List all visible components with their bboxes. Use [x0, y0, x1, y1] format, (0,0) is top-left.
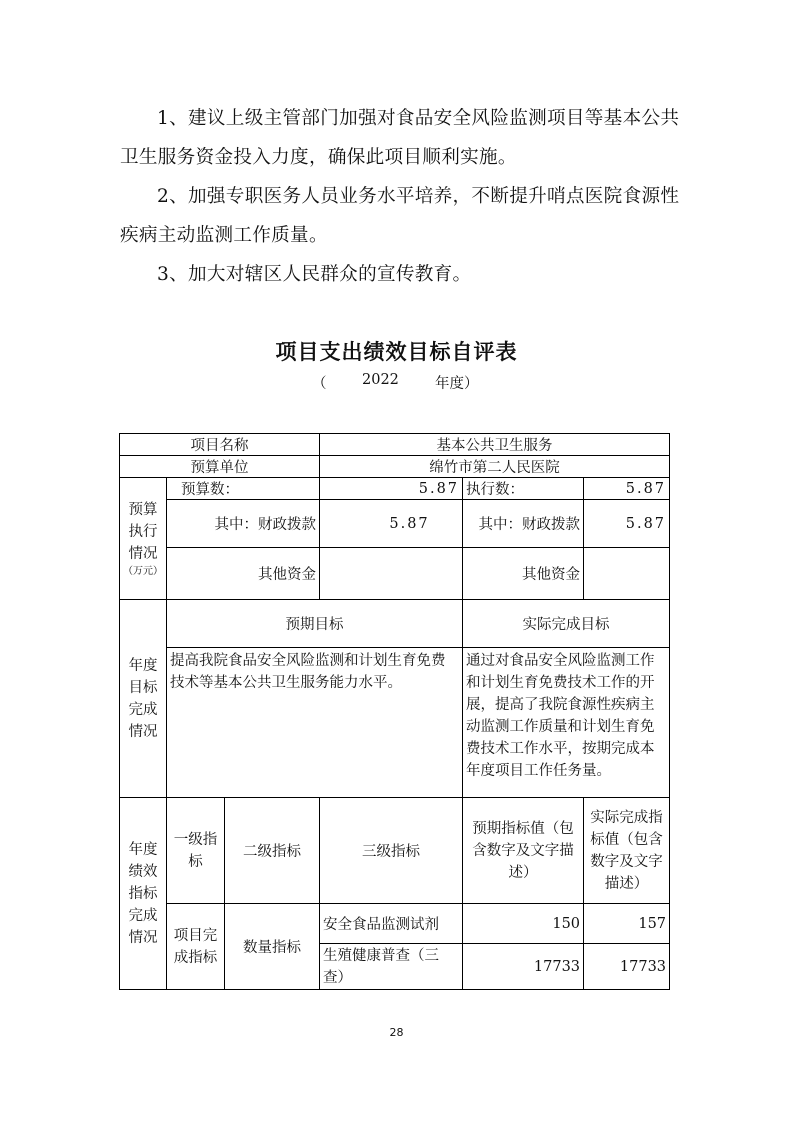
level2-value: 数量指标 — [225, 904, 320, 990]
year-value: 2022 — [362, 372, 399, 388]
exec-value: 5.87 — [584, 478, 670, 500]
row-1-expected: 150 — [463, 904, 584, 944]
row-2-name: 生殖健康普查（三查） — [320, 944, 463, 990]
table-row — [120, 500, 670, 548]
budget-value: 5.87 — [320, 478, 463, 500]
budget-label: 预算数： — [167, 478, 320, 500]
other-value-2 — [584, 548, 670, 600]
goal-section-label: 年度目标完成情况 — [120, 600, 167, 798]
paragraph-3 — [120, 255, 680, 294]
paragraph-1-rest: 卫生服务资金投入力度，确保此项目顺利实施。 — [120, 147, 517, 168]
table-row — [120, 600, 670, 648]
budget-section-title: 预算执行情况 — [128, 501, 158, 562]
table-row — [120, 548, 670, 600]
exec-label: 执行数： — [463, 478, 584, 500]
level3-header: 三级指标 — [320, 798, 463, 904]
row-1-name: 安全食品监测试剂 — [320, 904, 463, 944]
page-number: 28 — [389, 1026, 404, 1039]
project-name-value: 基本公共卫生服务 — [320, 434, 670, 456]
row-1-actual: 157 — [584, 904, 670, 944]
paragraph-2-first: 2、加强专职医务人员业务水平培养，不断提升哨点医院食源性 — [157, 186, 680, 207]
unit-label: 预算单位 — [120, 456, 320, 478]
level2-header: 二级指标 — [225, 798, 320, 904]
other-value-1 — [320, 548, 463, 600]
actual-goal-header: 实际完成目标 — [463, 600, 670, 648]
year-suffix: 年度） — [435, 376, 479, 392]
budget-section-label — [120, 478, 167, 600]
table-row — [120, 456, 670, 478]
table-row — [120, 648, 670, 798]
project-name-label: 项目名称 — [120, 434, 320, 456]
unit-value: 绵竹市第二人民医院 — [320, 456, 670, 478]
actual-value-header: 实际完成指标值（包含数字及文字描述） — [584, 798, 670, 904]
expected-value-header: 预期指标值（包含数字及文字描述） — [463, 798, 584, 904]
level1-header: 一级指标 — [167, 798, 225, 904]
table-row — [120, 904, 670, 944]
paragraph-3-first: 3、加大对辖区人民群众的宣传教育。 — [157, 264, 472, 285]
level1-value: 项目完成指标 — [167, 904, 225, 990]
indicator-section-label: 年度绩效指标完成情况 — [120, 798, 167, 990]
paragraph-1-first: 1、建议上级主管部门加强对食品安全风险监测项目等基本公共 — [157, 108, 680, 129]
paragraph-1 — [120, 99, 680, 177]
row-2-expected: 17733 — [463, 944, 584, 990]
other-label-2: 其他资金 — [463, 548, 584, 600]
fiscal-value-2: 5.87 — [584, 500, 670, 548]
expected-goal-header: 预期目标 — [167, 600, 463, 648]
table-row — [120, 798, 670, 904]
row-2-actual: 17733 — [584, 944, 670, 990]
table-row — [120, 478, 670, 500]
year-open-paren: （ — [312, 376, 327, 392]
budget-section-unit: （万元） — [123, 565, 163, 577]
fiscal-label-2: 其中：财政拨款 — [463, 500, 584, 548]
performance-table — [119, 433, 670, 990]
table-row — [120, 434, 670, 456]
paragraph-2 — [120, 177, 680, 255]
fiscal-label-1: 其中：财政拨款 — [167, 500, 320, 548]
fiscal-value-1: 5.87 — [320, 500, 463, 548]
actual-goal-text: 通过对食品安全风险监测工作和计划生育免费技术工作的开展，提高了我院食源性疾病主动监测工作质量和计划生育免费技术工作水平，按期完成本年度项目工作任务量。 — [463, 648, 670, 798]
page-title: 项目支出绩效目标自评表 — [275, 340, 518, 364]
paragraph-2-rest: 疾病主动监测工作质量。 — [120, 225, 328, 246]
expected-goal-text: 提高我院食品安全风险监测和计划生育免费技术等基本公共卫生服务能力水平。 — [167, 648, 463, 798]
other-label-1: 其他资金 — [167, 548, 320, 600]
